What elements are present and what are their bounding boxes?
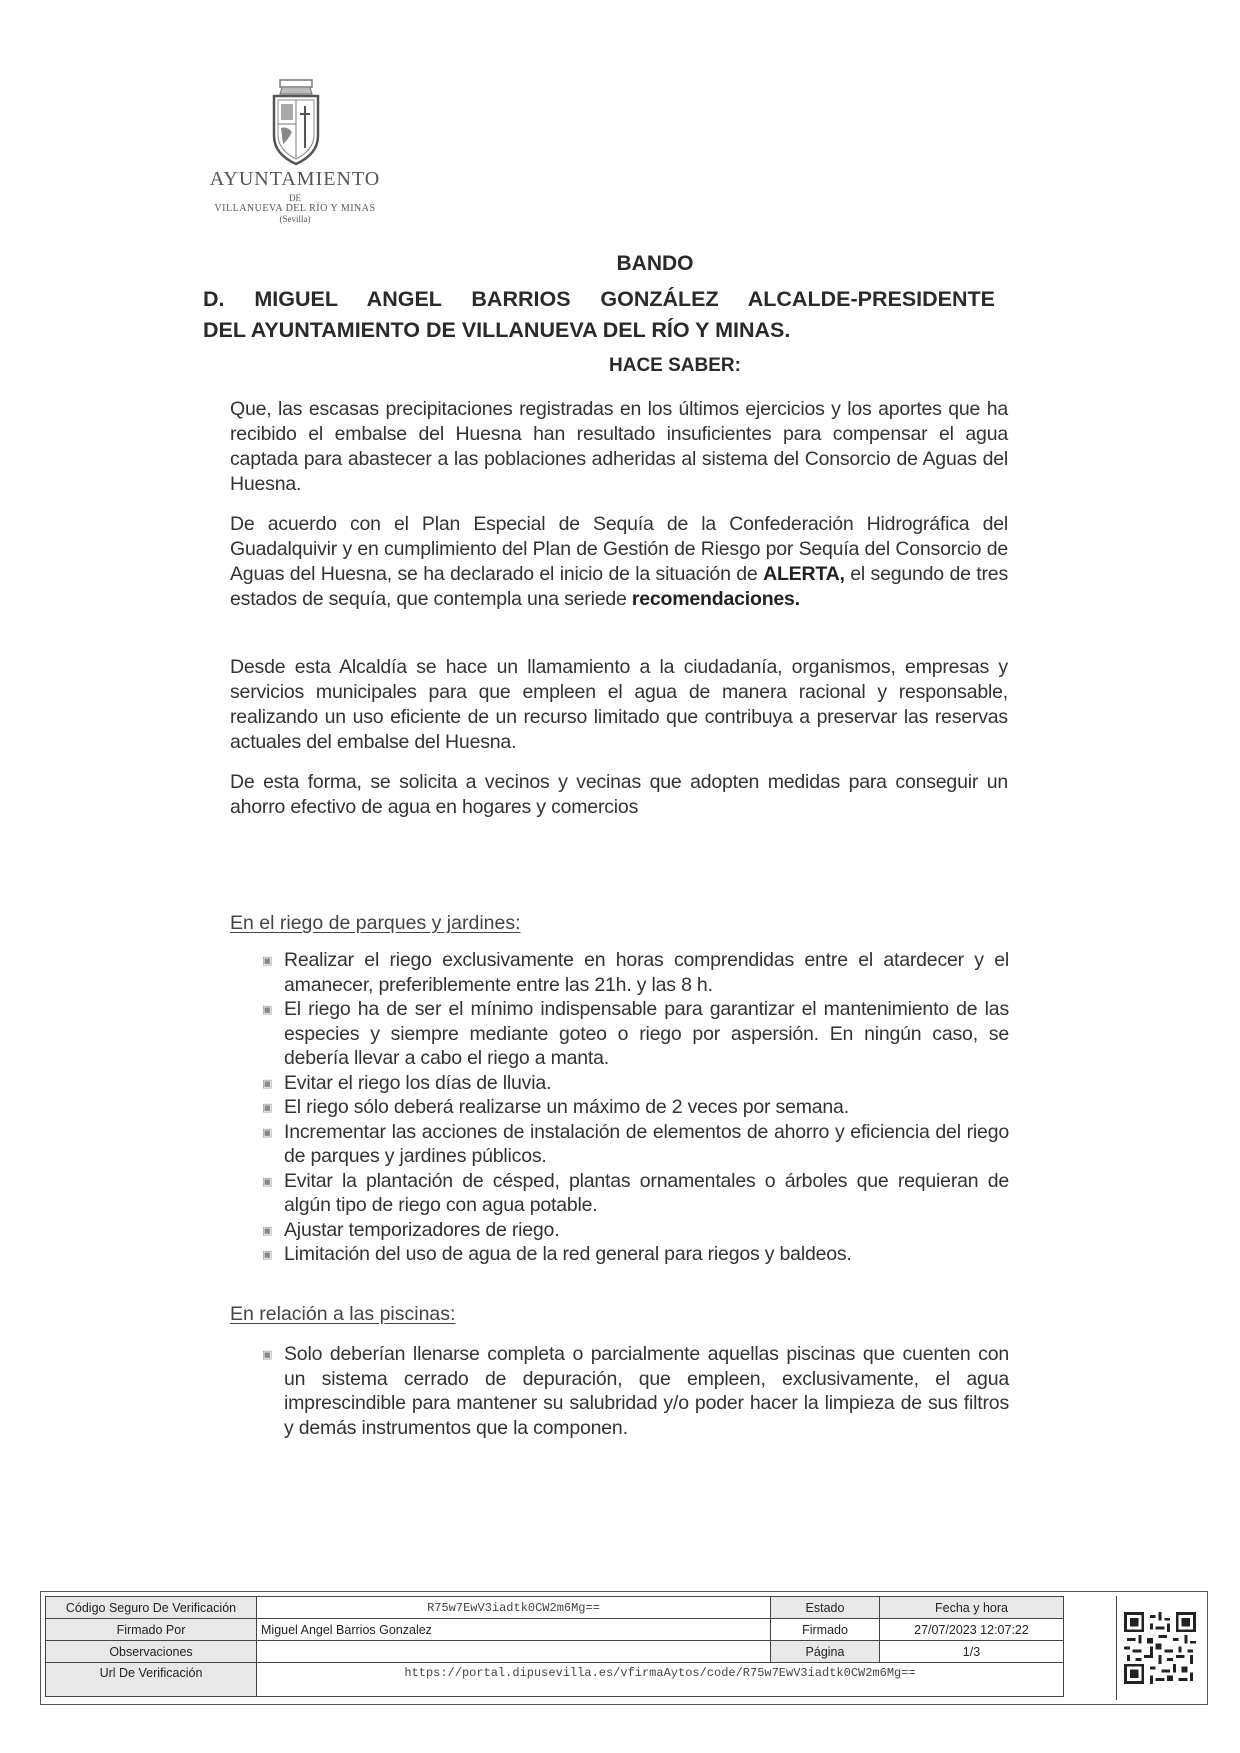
document-title: BANDO [616, 252, 694, 275]
paragraph-call: Desde esta Alcaldía se hace un llamamiento a la ciudadanía, organismos, empresas y servicios municipales para que empleen el agua de manera racional y responsable, realizando un uso eficiente de un recurso limitado que contribuya a preservar las reservas actuales del embalse del Huesna. [230, 656, 1008, 753]
observations-label: Observaciones [46, 1641, 257, 1663]
parks-recommendations-list [262, 948, 1009, 1267]
issuer-heading [203, 284, 995, 346]
table-row [46, 1641, 1064, 1663]
datetime-value: 27/07/2023 12:07:22 [880, 1619, 1064, 1641]
list-item: ▣ Realizar el riego exclusivamente en horas comprendidas entre el atardecer y el amanecer, preferiblemente entre las 21h. y las 8 h. [262, 949, 1009, 996]
letterhead-province: (Sevilla) [279, 214, 311, 224]
code-value: R75w7EwV3iadtk0CW2m6Mg== [257, 1597, 771, 1619]
paragraph-alert-text-b: el segundo de tres estados de sequía, que contempla una seriede [230, 563, 1008, 610]
list-item: ▣ Solo deberían llenarse completa o parcialmente aquellas piscinas que cuenten con un sistema cerrado de depuración, que empleen, exclusivamente, el agua imprescindible para mantener su salubridad y/o poder hacer la limpieza de sus filtros y demás instrumentos que la componen. [262, 1343, 1009, 1439]
list-item: ▣ El riego ha de ser el mínimo indispensable para garantizar el mantenimiento de las especies y siempre mediante goteo o riego por aspersión. En ningún caso, se debería llevar a cabo el riego a manta. [262, 998, 1009, 1069]
letterhead-de: DE [289, 193, 301, 203]
url-label: Url De Verificación [46, 1663, 257, 1697]
state-value: Firmado [771, 1619, 880, 1641]
list-item: ▣ Evitar la plantación de césped, plantas ornamentales o árboles que requieran de algún tipo de riego con agua potable. [262, 1169, 1009, 1216]
table-row [46, 1619, 1064, 1641]
bullet-icon: ▣ [262, 1224, 273, 1237]
list-item: ▣ Limitación del uso de agua de la red general para riegos y baldeos. [262, 1242, 1009, 1267]
signed-by-value: Miguel Angel Barrios Gonzalez [257, 1619, 771, 1641]
datetime-label: Fecha y hora [880, 1597, 1064, 1619]
bullet-icon: ▣ [262, 1004, 273, 1016]
bullet-icon: ▣ [262, 1175, 273, 1188]
list-item: ▣ Ajustar temporizadores de riego. [262, 1218, 1009, 1243]
page-label: Página [771, 1641, 880, 1663]
list-item: ▣ Evitar el riego los días de lluvia. [262, 1071, 1009, 1096]
pools-recommendations-list [262, 1342, 1009, 1440]
state-label: Estado [771, 1597, 880, 1619]
letterhead [180, 168, 410, 224]
qr-code-container [1116, 1596, 1203, 1700]
page-value: 1/3 [880, 1641, 1064, 1663]
bullet-icon: ▣ [262, 1349, 273, 1361]
signed-by-label: Firmado Por [46, 1619, 257, 1641]
paragraph-alert [230, 512, 1008, 612]
issuer-heading-line1: D. MIGUEL ANGEL BARRIOS GONZÁLEZ ALCALDE-PRESIDENTE [203, 287, 995, 311]
issuer-heading-line2: DEL AYUNTAMIENTO DE VILLANUEVA DEL RÍO Y MINAS. [203, 318, 791, 342]
paragraph-request: De esta forma, se solicita a vecinos y vecinas que adopten medidas para conseguir un ahorro efectivo de agua en hogares y comercios [230, 771, 1008, 818]
bullet-icon: ▣ [262, 955, 273, 967]
code-label: Código Seguro De Verificación [46, 1597, 257, 1619]
bullet-icon: ▣ [262, 1249, 273, 1261]
bullet-icon: ▣ [262, 1077, 273, 1090]
section-title-pools: En relación a las piscinas: [230, 1303, 456, 1325]
observations-value [257, 1641, 771, 1663]
verification-table [45, 1596, 1064, 1697]
verification-url-link[interactable]: https://portal.dipusevilla.es/vfirmaAytos/code/R75w7EwV3iadtk0CW2m6Mg== [257, 1663, 1064, 1697]
signature-verification-box [40, 1591, 1208, 1705]
paragraph-alert-text-a: De acuerdo con el Plan Especial de Sequía de la Confederación Hidrográfica del Guadalquivir y en cumplimiento del Plan de Gestión de Riesgo por Sequía del Consorcio de Aguas del Huesna, se ha declarado el inicio de la situación de [230, 513, 1008, 585]
letterhead-name: AYUNTAMIENTO [209, 168, 381, 190]
table-row [46, 1663, 1064, 1697]
letterhead-town: VILLANUEVA DEL RÍO Y MINAS [214, 203, 376, 214]
recommendations-keyword: recomendaciones. [631, 588, 800, 610]
list-item: ▣ El riego sólo deberá realizarse un máximo de 2 veces por semana. [262, 1095, 1009, 1120]
section-title-parks: En el riego de parques y jardines: [230, 912, 521, 934]
table-row [46, 1597, 1064, 1619]
coat-of-arms-icon [268, 78, 324, 168]
list-item: ▣ Incrementar las acciones de instalación de elementos de ahorro y eficiencia del riego de parques y jardines públicos. [262, 1120, 1009, 1167]
qr-code-icon[interactable] [1124, 1612, 1196, 1684]
bullet-icon: ▣ [262, 1126, 273, 1139]
paragraph-intro: Que, las escasas precipitaciones registradas en los últimos ejercicios y los aportes que ha recibido el embalse del Huesna han resultado insuficientes para compensar el agua captada para abastecer a las poblaciones adheridas al sistema del Consorcio de Aguas del Huesna. [230, 398, 1008, 495]
hace-saber-heading: HACE SABER: [609, 355, 741, 376]
alert-keyword: ALERTA, [763, 563, 845, 585]
bullet-icon: ▣ [262, 1102, 273, 1114]
